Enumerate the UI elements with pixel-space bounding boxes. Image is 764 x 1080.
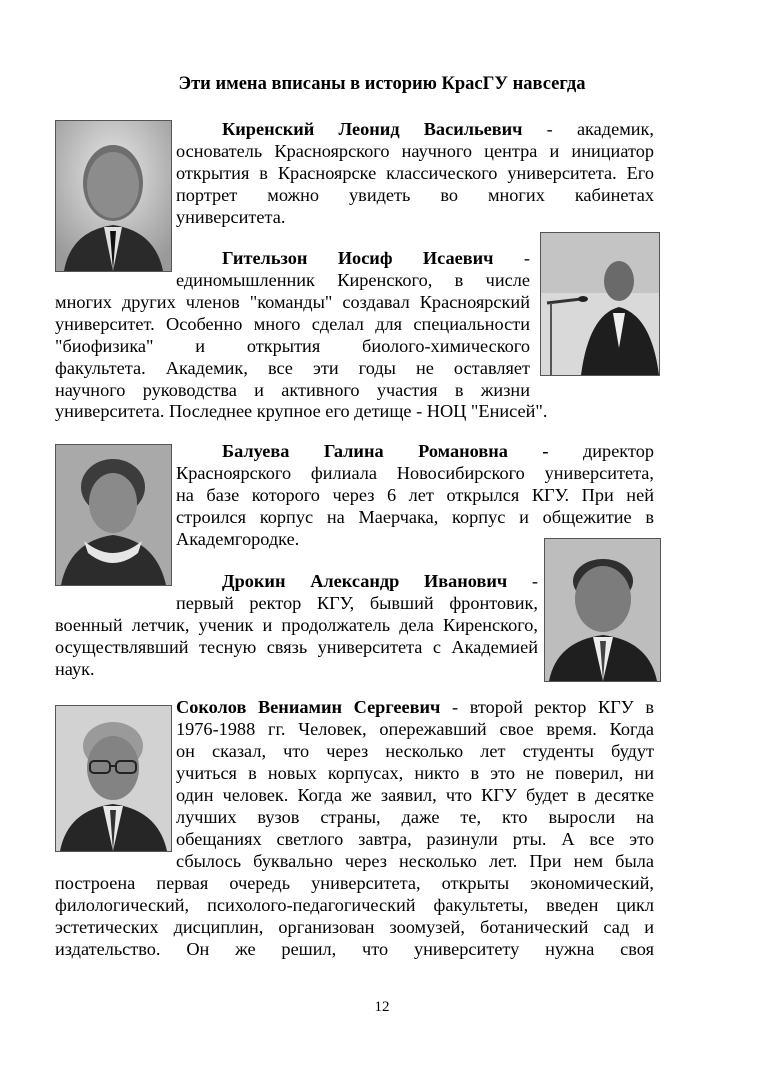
- baluyeva-line-4: Академгородке.: [176, 529, 300, 549]
- gitelzon-line-0: Гительзон Иосиф Исаевич -: [222, 248, 530, 268]
- drokin-line-2: военный летчик, ученик и продолжатель дела Киренского,: [55, 615, 538, 635]
- sokolov-line-8: построена первая очередь университета, открыты экономический,: [55, 873, 654, 893]
- sokolov-line-3: учиться в новых корпусах, никто в это не поверил, ни: [176, 763, 654, 783]
- gitelzon-photo: [540, 232, 660, 376]
- gitelzon-portrait-icon: [541, 233, 659, 375]
- sokolov-photo: [55, 705, 172, 852]
- drokin-line-3: осуществлявший тесную связь университета с Академией: [55, 637, 538, 657]
- gitelzon-line-7: университета. Последнее крупное его детище - НОЦ "Енисей".: [55, 401, 548, 421]
- sokolov-line-9: филологический, психолого-педагогический факультеты, введен цикл: [55, 895, 654, 915]
- gitelzon-line-4: "биофизика" и открытия биолого-химического: [55, 336, 530, 356]
- gitelzon-line-2: многих других членов "команды" создавал Красноярский: [55, 292, 530, 312]
- sokolov-name: Соколов Вениамин Сергеевич: [176, 697, 441, 717]
- kirensky-name: Киренский Леонид Васильевич: [222, 119, 523, 139]
- baluyeva-line-3: строился корпус на Маерчака, корпус и общежитие в: [176, 507, 654, 527]
- sokolov-line-11: издательство. Он же решил, что университету нужна своя: [55, 939, 654, 959]
- page-number: 12: [374, 999, 390, 1015]
- baluyeva-portrait-icon: [56, 445, 171, 585]
- sokolov-line-0: Соколов Вениамин Сергеевич - второй ректор КГУ в: [176, 697, 655, 717]
- kirensky-line-2: открытия в Красноярске классического университета. Его: [176, 163, 654, 183]
- sokolov-line-1: 1976-1988 гг. Человек, опережавший свое время. Когда: [176, 719, 654, 739]
- gitelzon-line-3: университет. Особенно много сделал для специальности: [55, 314, 530, 334]
- sokolov-line-10: эстетических дисциплин, организован зоомузей, ботанический сад и: [55, 917, 654, 937]
- sokolov-line-5: лучших вузов страны, даже те, кто выросли на: [176, 807, 654, 827]
- sokolov-line-2: он сказал, что через несколько лет студенты будут: [176, 741, 654, 761]
- sokolov-line-6: обещаниях светлого завтра, разинули рты. А все это: [176, 829, 654, 849]
- kirensky-portrait-icon: [56, 121, 171, 271]
- kirensky-line-0: Киренский Леонид Васильевич - академик,: [222, 119, 654, 139]
- baluyeva-line-1: Красноярского филиала Новосибирского университета,: [176, 463, 654, 483]
- drokin-line-0: Дрокин Александр Иванович -: [222, 571, 538, 591]
- gitelzon-line-1: единомышленник Киренского, в числе: [176, 270, 530, 290]
- kirensky-line-1: основатель Красноярского научного центра и инициатор: [176, 141, 654, 161]
- drokin-name: Дрокин Александр Иванович: [222, 571, 508, 591]
- sokolov-portrait-icon: [56, 706, 171, 851]
- gitelzon-line-5: факультета. Академик, все эти годы не оставляет: [55, 358, 530, 378]
- baluyeva-photo: [55, 444, 172, 586]
- kirensky-photo: [55, 120, 172, 272]
- gitelzon-name: Гительзон Иосиф Исаевич: [222, 248, 494, 268]
- kirensky-line-3: портрет можно увидеть во многих кабинетах: [176, 185, 654, 205]
- baluyeva-name: Балуева Галина Романовна -: [222, 441, 549, 461]
- drokin-portrait-icon: [545, 539, 660, 681]
- page-title: Эти имена вписаны в историю КрасГУ навсегда: [178, 74, 586, 94]
- sokolov-line-4: один человек. Когда же заявил, что КГУ будет в десятке: [176, 785, 654, 805]
- gitelzon-line-6: научного руководства и активного участия в жизни: [55, 380, 530, 400]
- drokin-line-1: первый ректор КГУ, бывший фронтовик,: [176, 593, 538, 613]
- drokin-line-4: наук.: [55, 659, 95, 679]
- baluyeva-line-2: на базе которого через 6 лет открылся КГУ. При ней: [176, 485, 654, 505]
- baluyeva-line-0: Балуева Галина Романовна - директор: [222, 441, 654, 461]
- kirensky-line-4: университета.: [176, 207, 286, 227]
- drokin-photo: [544, 538, 661, 682]
- sokolov-line-7: сбылось буквально через несколько лет. При нем была: [176, 851, 654, 871]
